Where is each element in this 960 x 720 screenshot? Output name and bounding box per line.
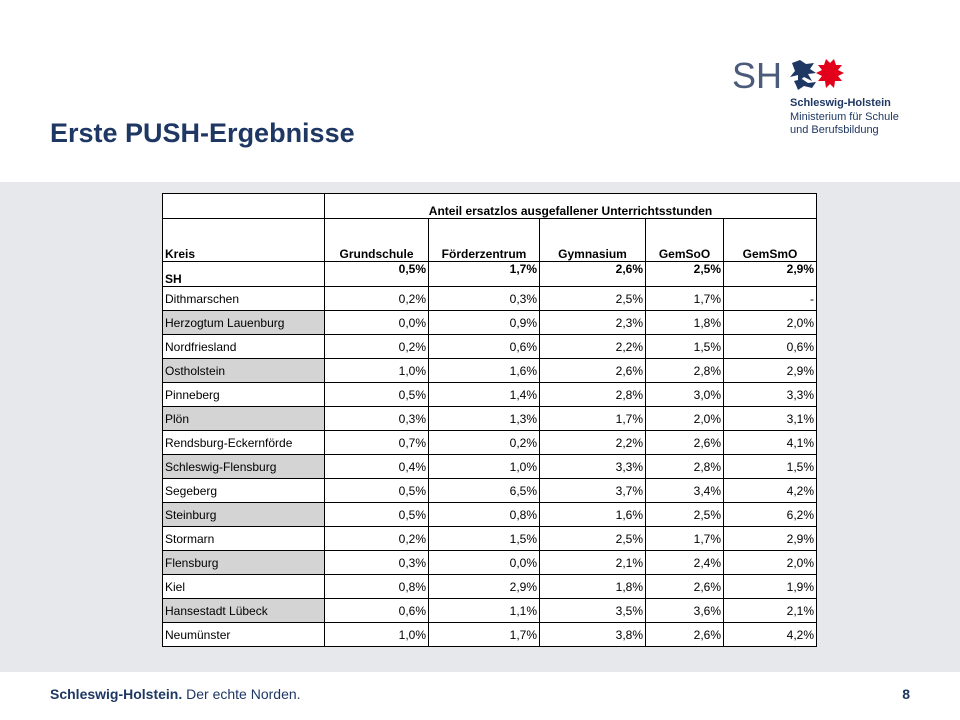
summary-value: 2,6% <box>540 262 646 287</box>
row-kreis: Neumünster <box>163 623 325 647</box>
row-value: 2,6% <box>646 575 724 599</box>
table-row <box>163 551 817 575</box>
summary-value: 1,7% <box>429 262 540 287</box>
slide-title: Erste PUSH-Ergebnisse <box>50 118 355 148</box>
row-kreis: Ostholstein <box>163 359 325 383</box>
table-row <box>163 311 817 335</box>
row-value: 1,8% <box>540 575 646 599</box>
row-value: 1,5% <box>646 335 724 359</box>
logo-ministry-line2: und Berufsbildung <box>790 124 879 136</box>
row-value: 2,5% <box>540 287 646 311</box>
row-value: 1,0% <box>325 623 429 647</box>
column-header-kreis: Kreis <box>163 219 325 262</box>
row-kreis: Nordfriesland <box>163 335 325 359</box>
row-value: 1,5% <box>724 455 817 479</box>
table-row <box>163 455 817 479</box>
row-value: 2,0% <box>724 551 817 575</box>
column-header-grundschule: Grundschule <box>325 219 429 262</box>
row-value: 0,8% <box>429 503 540 527</box>
summary-value: 2,9% <box>724 262 817 287</box>
row-value: 1,7% <box>429 623 540 647</box>
table-row <box>163 335 817 359</box>
row-value: 1,7% <box>646 527 724 551</box>
row-kreis: Kiel <box>163 575 325 599</box>
table-row <box>163 287 817 311</box>
row-value: 0,8% <box>325 575 429 599</box>
row-value: 2,8% <box>646 359 724 383</box>
row-value: 0,4% <box>325 455 429 479</box>
row-value: 2,3% <box>540 311 646 335</box>
row-value: 3,7% <box>540 479 646 503</box>
logo-ministry-line1: Ministerium für Schule <box>790 111 899 123</box>
row-value: 4,2% <box>724 623 817 647</box>
table-row <box>163 527 817 551</box>
row-value: 3,6% <box>646 599 724 623</box>
row-value: 0,6% <box>724 335 817 359</box>
row-value: 0,3% <box>325 551 429 575</box>
column-header-foerderzentrum: Förderzentrum <box>429 219 540 262</box>
row-value: 2,1% <box>540 551 646 575</box>
table-row <box>163 623 817 647</box>
row-value: 4,1% <box>724 431 817 455</box>
summary-row <box>163 262 817 287</box>
column-header-gymnasium: Gymnasium <box>540 219 646 262</box>
row-value: 1,5% <box>429 527 540 551</box>
row-value: 2,1% <box>724 599 817 623</box>
summary-value: 2,5% <box>646 262 724 287</box>
summary-value: 0,5% <box>325 262 429 287</box>
row-value: 2,2% <box>540 431 646 455</box>
row-value: 1,0% <box>325 359 429 383</box>
row-value: 0,2% <box>325 287 429 311</box>
row-value: 0,5% <box>325 383 429 407</box>
table-row <box>163 407 817 431</box>
summary-kreis: SH <box>163 262 325 287</box>
row-value: 2,0% <box>646 407 724 431</box>
row-value: 1,7% <box>646 287 724 311</box>
row-value: 0,6% <box>325 599 429 623</box>
row-value: 3,5% <box>540 599 646 623</box>
header-empty-cell <box>163 194 325 219</box>
footer-tagline: Der echte Norden. <box>182 686 301 702</box>
table-group-header: Anteil ersatzlos ausgefallener Unterrichtsstunden <box>325 194 817 219</box>
table-row <box>163 599 817 623</box>
table-group-header-row <box>163 194 817 219</box>
row-value: 2,9% <box>429 575 540 599</box>
table-row <box>163 383 817 407</box>
ministry-logo <box>730 55 910 140</box>
row-value: 1,3% <box>429 407 540 431</box>
row-value: 3,1% <box>724 407 817 431</box>
row-value: 2,0% <box>724 311 817 335</box>
row-value: 0,3% <box>325 407 429 431</box>
row-kreis: Stormarn <box>163 527 325 551</box>
row-value: 0,3% <box>429 287 540 311</box>
table-row <box>163 359 817 383</box>
row-value: 2,5% <box>540 527 646 551</box>
row-kreis: Rendsburg-Eckernförde <box>163 431 325 455</box>
row-value: 0,7% <box>325 431 429 455</box>
column-header-gemsmo: GemSmO <box>724 219 817 262</box>
row-value: 0,5% <box>325 479 429 503</box>
row-value: 2,9% <box>724 527 817 551</box>
table-row <box>163 479 817 503</box>
row-value: 0,6% <box>429 335 540 359</box>
row-value: 2,6% <box>646 623 724 647</box>
table-row <box>163 575 817 599</box>
row-value: 3,3% <box>724 383 817 407</box>
table-row <box>163 503 817 527</box>
row-value: 1,7% <box>540 407 646 431</box>
row-value: 2,8% <box>540 383 646 407</box>
row-value: 3,8% <box>540 623 646 647</box>
row-value: 0,0% <box>325 311 429 335</box>
row-value: 1,9% <box>724 575 817 599</box>
row-value: 2,6% <box>540 359 646 383</box>
page-number: 8 <box>902 686 910 702</box>
row-value: 6,5% <box>429 479 540 503</box>
row-value: 0,5% <box>325 503 429 527</box>
footer-brand-name: Schleswig-Holstein. <box>50 686 183 702</box>
table-row <box>163 431 817 455</box>
row-value: 2,9% <box>724 359 817 383</box>
row-kreis: Schleswig-Flensburg <box>163 455 325 479</box>
row-value: 2,8% <box>646 455 724 479</box>
row-kreis: Plön <box>163 407 325 431</box>
row-value: 1,6% <box>429 359 540 383</box>
results-table <box>162 193 817 647</box>
row-kreis: Flensburg <box>163 551 325 575</box>
row-value: 1,8% <box>646 311 724 335</box>
row-value: - <box>724 287 817 311</box>
row-kreis: Dithmarschen <box>163 287 325 311</box>
row-value: 1,1% <box>429 599 540 623</box>
lion-and-nettle-crest-icon <box>730 55 870 95</box>
row-value: 2,4% <box>646 551 724 575</box>
row-value: 2,5% <box>646 503 724 527</box>
table-column-header-row <box>163 219 817 262</box>
logo-state-name: Schleswig-Holstein <box>790 97 891 109</box>
row-value: 1,4% <box>429 383 540 407</box>
row-value: 0,9% <box>429 311 540 335</box>
row-kreis: Hansestadt Lübeck <box>163 599 325 623</box>
row-value: 0,2% <box>325 527 429 551</box>
row-kreis: Steinburg <box>163 503 325 527</box>
row-value: 2,6% <box>646 431 724 455</box>
row-kreis: Segeberg <box>163 479 325 503</box>
column-header-gemsoo: GemSoO <box>646 219 724 262</box>
row-value: 1,0% <box>429 455 540 479</box>
row-value: 4,2% <box>724 479 817 503</box>
row-value: 1,6% <box>540 503 646 527</box>
row-value: 2,2% <box>540 335 646 359</box>
row-value: 0,0% <box>429 551 540 575</box>
row-value: 6,2% <box>724 503 817 527</box>
row-value: 3,0% <box>646 383 724 407</box>
row-value: 0,2% <box>429 431 540 455</box>
footer-brand <box>50 686 301 702</box>
row-value: 3,4% <box>646 479 724 503</box>
row-value: 3,3% <box>540 455 646 479</box>
row-value: 0,2% <box>325 335 429 359</box>
row-kreis: Pinneberg <box>163 383 325 407</box>
svg-text:SH: SH <box>732 55 783 95</box>
row-kreis: Herzogtum Lauenburg <box>163 311 325 335</box>
